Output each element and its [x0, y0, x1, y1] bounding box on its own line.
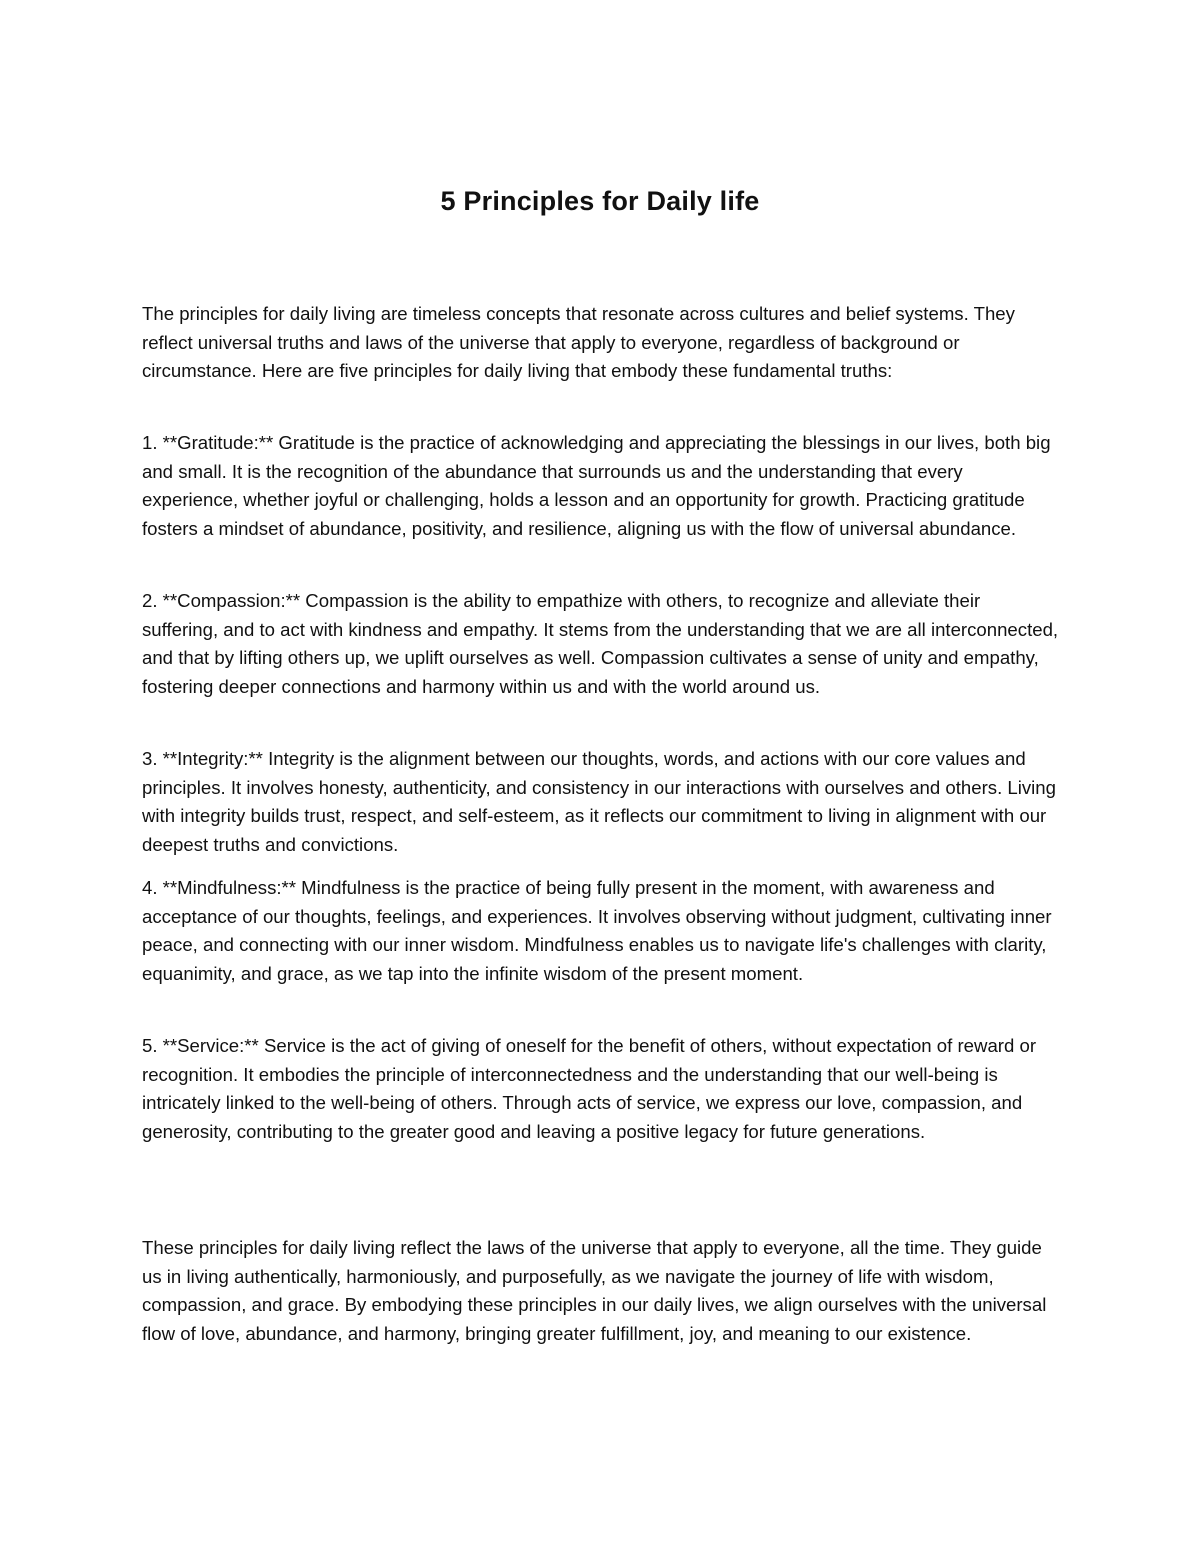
- intro-paragraph: The principles for daily living are timeless concepts that resonate across cultures and belief systems. They reflect universal truths and laws of the universe that apply to everyone, regardless of background or circumstance. Here are five principles for daily living that embody these fundamental truths:: [142, 303, 1015, 382]
- principle-gratitude-paragraph: 1. **Gratitude:** Gratitude is the practice of acknowledging and appreciating the blessings in our lives, both big and small. It is the recognition of the abundance that surrounds us and the understanding that every experience, whether joyful or challenging, holds a lesson and an opportunity for growth. Practicing gratitude fosters a mindset of abundance, positivity, and resilience, aligning us with the flow of universal abundance.: [142, 432, 1051, 539]
- document-title: 5 Principles for Daily life: [440, 186, 760, 216]
- principle-integrity-paragraph: 3. **Integrity:** Integrity is the alignment between our thoughts, words, and actions with our core values and principles. It involves honesty, authenticity, and consistency in our interactions with ourselves and others. Living with integrity builds trust, respect, and self-esteem, as it reflects our commitment to living in alignment with our deepest truths and convictions.: [142, 748, 1056, 855]
- principle-service-paragraph: 5. **Service:** Service is the act of giving of oneself for the benefit of others, without expectation of reward or recognition. It embodies the principle of interconnectedness and the understanding that our well-being is intricately linked to the well-being of others. Through acts of service, we express our love, compassion, and generosity, contributing to the greater good and leaving a positive legacy for future generations.: [142, 1035, 1037, 1142]
- conclusion-paragraph: These principles for daily living reflect the laws of the universe that apply to everyone, all the time. They guide us in living authentically, harmoniously, and purposefully, as we navigate the journey of life with wisdom, compassion, and grace. By embodying these principles in our daily lives, we align ourselves with the universal flow of love, abundance, and harmony, bringing greater fulfillment, joy, and meaning to our existence.: [142, 1237, 1047, 1344]
- principle-compassion-paragraph: 2. **Compassion:** Compassion is the ability to empathize with others, to recognize and alleviate their suffering, and to act with kindness and empathy. It stems from the understanding that we are all interconnected, and that by lifting others up, we uplift ourselves as well. Compassion cultivates a sense of unity and empathy, fostering deeper connections and harmony within us and with the world around us.: [142, 590, 1059, 697]
- principle-mindfulness-paragraph: 4. **Mindfulness:** Mindfulness is the practice of being fully present in the moment, with awareness and acceptance of our thoughts, feelings, and experiences. It involves observing without judgment, cultivating inner peace, and connecting with our inner wisdom. Mindfulness enables us to navigate life's challenges with clarity, equanimity, and grace, as we tap into the infinite wisdom of the present moment.: [142, 877, 1052, 984]
